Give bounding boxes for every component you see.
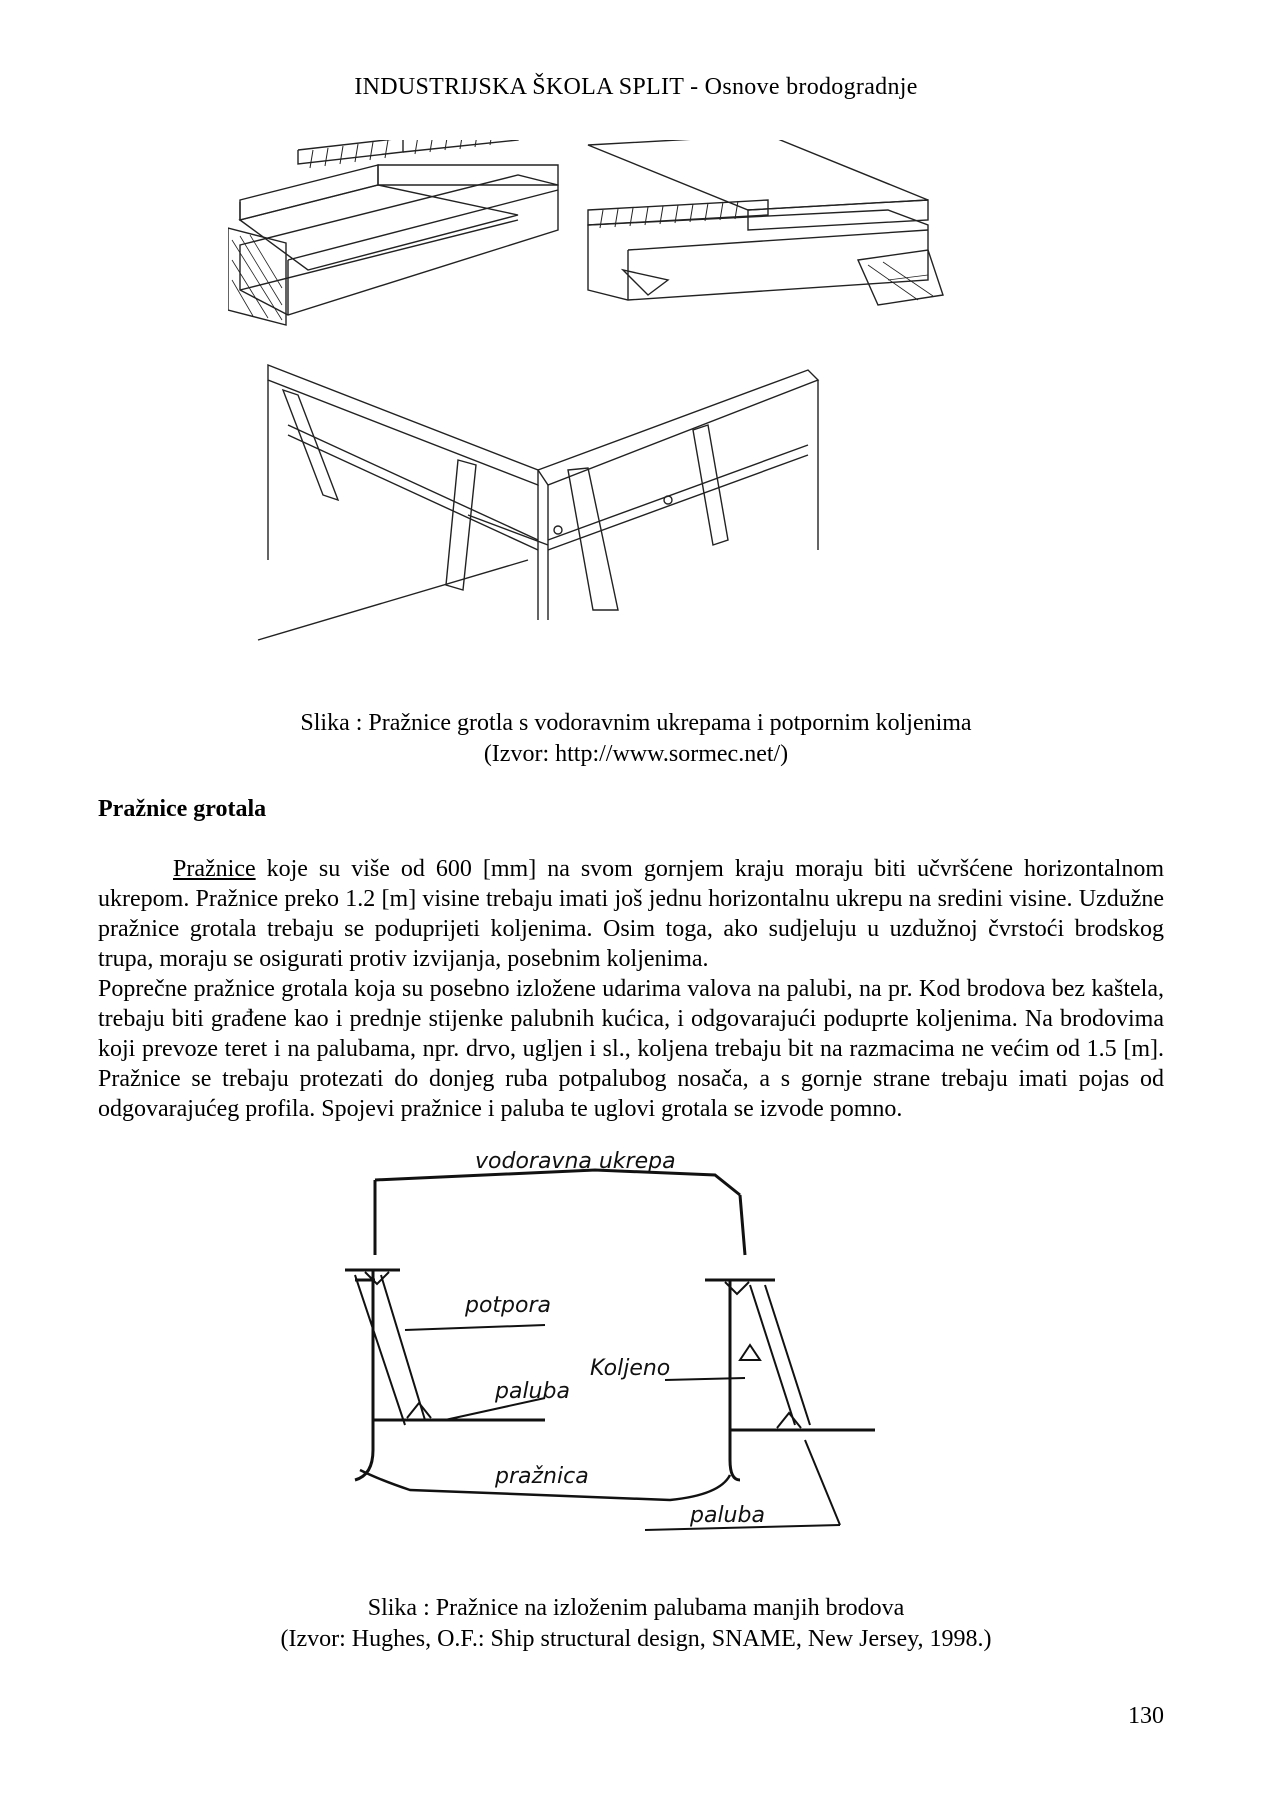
coaming-sketch-lower bbox=[258, 365, 818, 640]
paragraph-2: Poprečne pražnice grotala koja su posebno izložene udarima valova na palubi, na pr. Kod brodova bez kaštela, trebaju biti građene kao i prednje stijenke palubnih kućica, i odgovarajući poduprte koljenima. Na brodovima koji prevoze teret i na palubama, npr. drvo, ugljen i sl., koljena trebaju bit na razmacima ne većim od 1.5 [m]. Pražnice se trebaju protezati do donjeg ruba potpalubog nosača, a s gornje strane trebaju imati pojas od odgovarajućeg profila. Spojevi pražnice i paluba te uglovi grotala se izvode pomno. bbox=[98, 976, 1164, 1122]
figure1-source: (Izvor: http://www.sormec.net/) bbox=[483, 741, 789, 767]
figure2-caption: Slika : Pražnice na izloženim palubama manjih brodova bbox=[367, 1595, 905, 1621]
body-text bbox=[98, 854, 1164, 1124]
right-coaming bbox=[705, 1280, 875, 1480]
label-potpora: potpora bbox=[465, 1293, 552, 1318]
page-header: INDUSTRIJSKA ŠKOLA SPLIT - Osnove brodogradnje bbox=[354, 74, 918, 100]
figure-coaming-cross-section bbox=[345, 1150, 905, 1590]
paragraph-1-text: koje su više od 600 [mm] na svom gornjem kraju moraju biti učvršćene horizontalnom ukrepom. Pražnice preko 1.2 [m] visine trebaju imati još jednu horizontalnu ukrepu na sredini visine. Uzdužne pražnice grotala trebaju se poduprijeti koljenima. Osim toga, ako sudjeluju u uzdužnoj čvrstoći brodskog trupa, moraju se osigurati protiv izvijanja, posebnim koljenima. bbox=[98, 856, 1164, 972]
label-paluba-right: paluba bbox=[690, 1503, 765, 1528]
coaming-sketch-left bbox=[228, 140, 558, 325]
figure2-source: (Izvor: Hughes, O.F.: Ship structural design, SNAME, New Jersey, 1998.) bbox=[280, 1626, 992, 1652]
label-vodoravna-ukrepa: vodoravna ukrepa bbox=[475, 1150, 676, 1174]
figure-hatch-coamings-drawing bbox=[228, 140, 1048, 680]
figure1-caption: Slika : Pražnice grotla s vodoravnim ukrepama i potpornim koljenima bbox=[300, 710, 972, 736]
praznice-link[interactable]: Pražnice bbox=[173, 856, 256, 882]
label-praznica: pražnica bbox=[495, 1464, 589, 1489]
section-title: Pražnice grotala bbox=[98, 796, 267, 822]
label-koljeno: Koljeno bbox=[590, 1356, 671, 1381]
label-paluba-left: paluba bbox=[495, 1379, 570, 1404]
page-number: 130 bbox=[1128, 1703, 1164, 1729]
coaming-sketch-right bbox=[588, 140, 943, 305]
paragraph-1 bbox=[98, 854, 1164, 974]
